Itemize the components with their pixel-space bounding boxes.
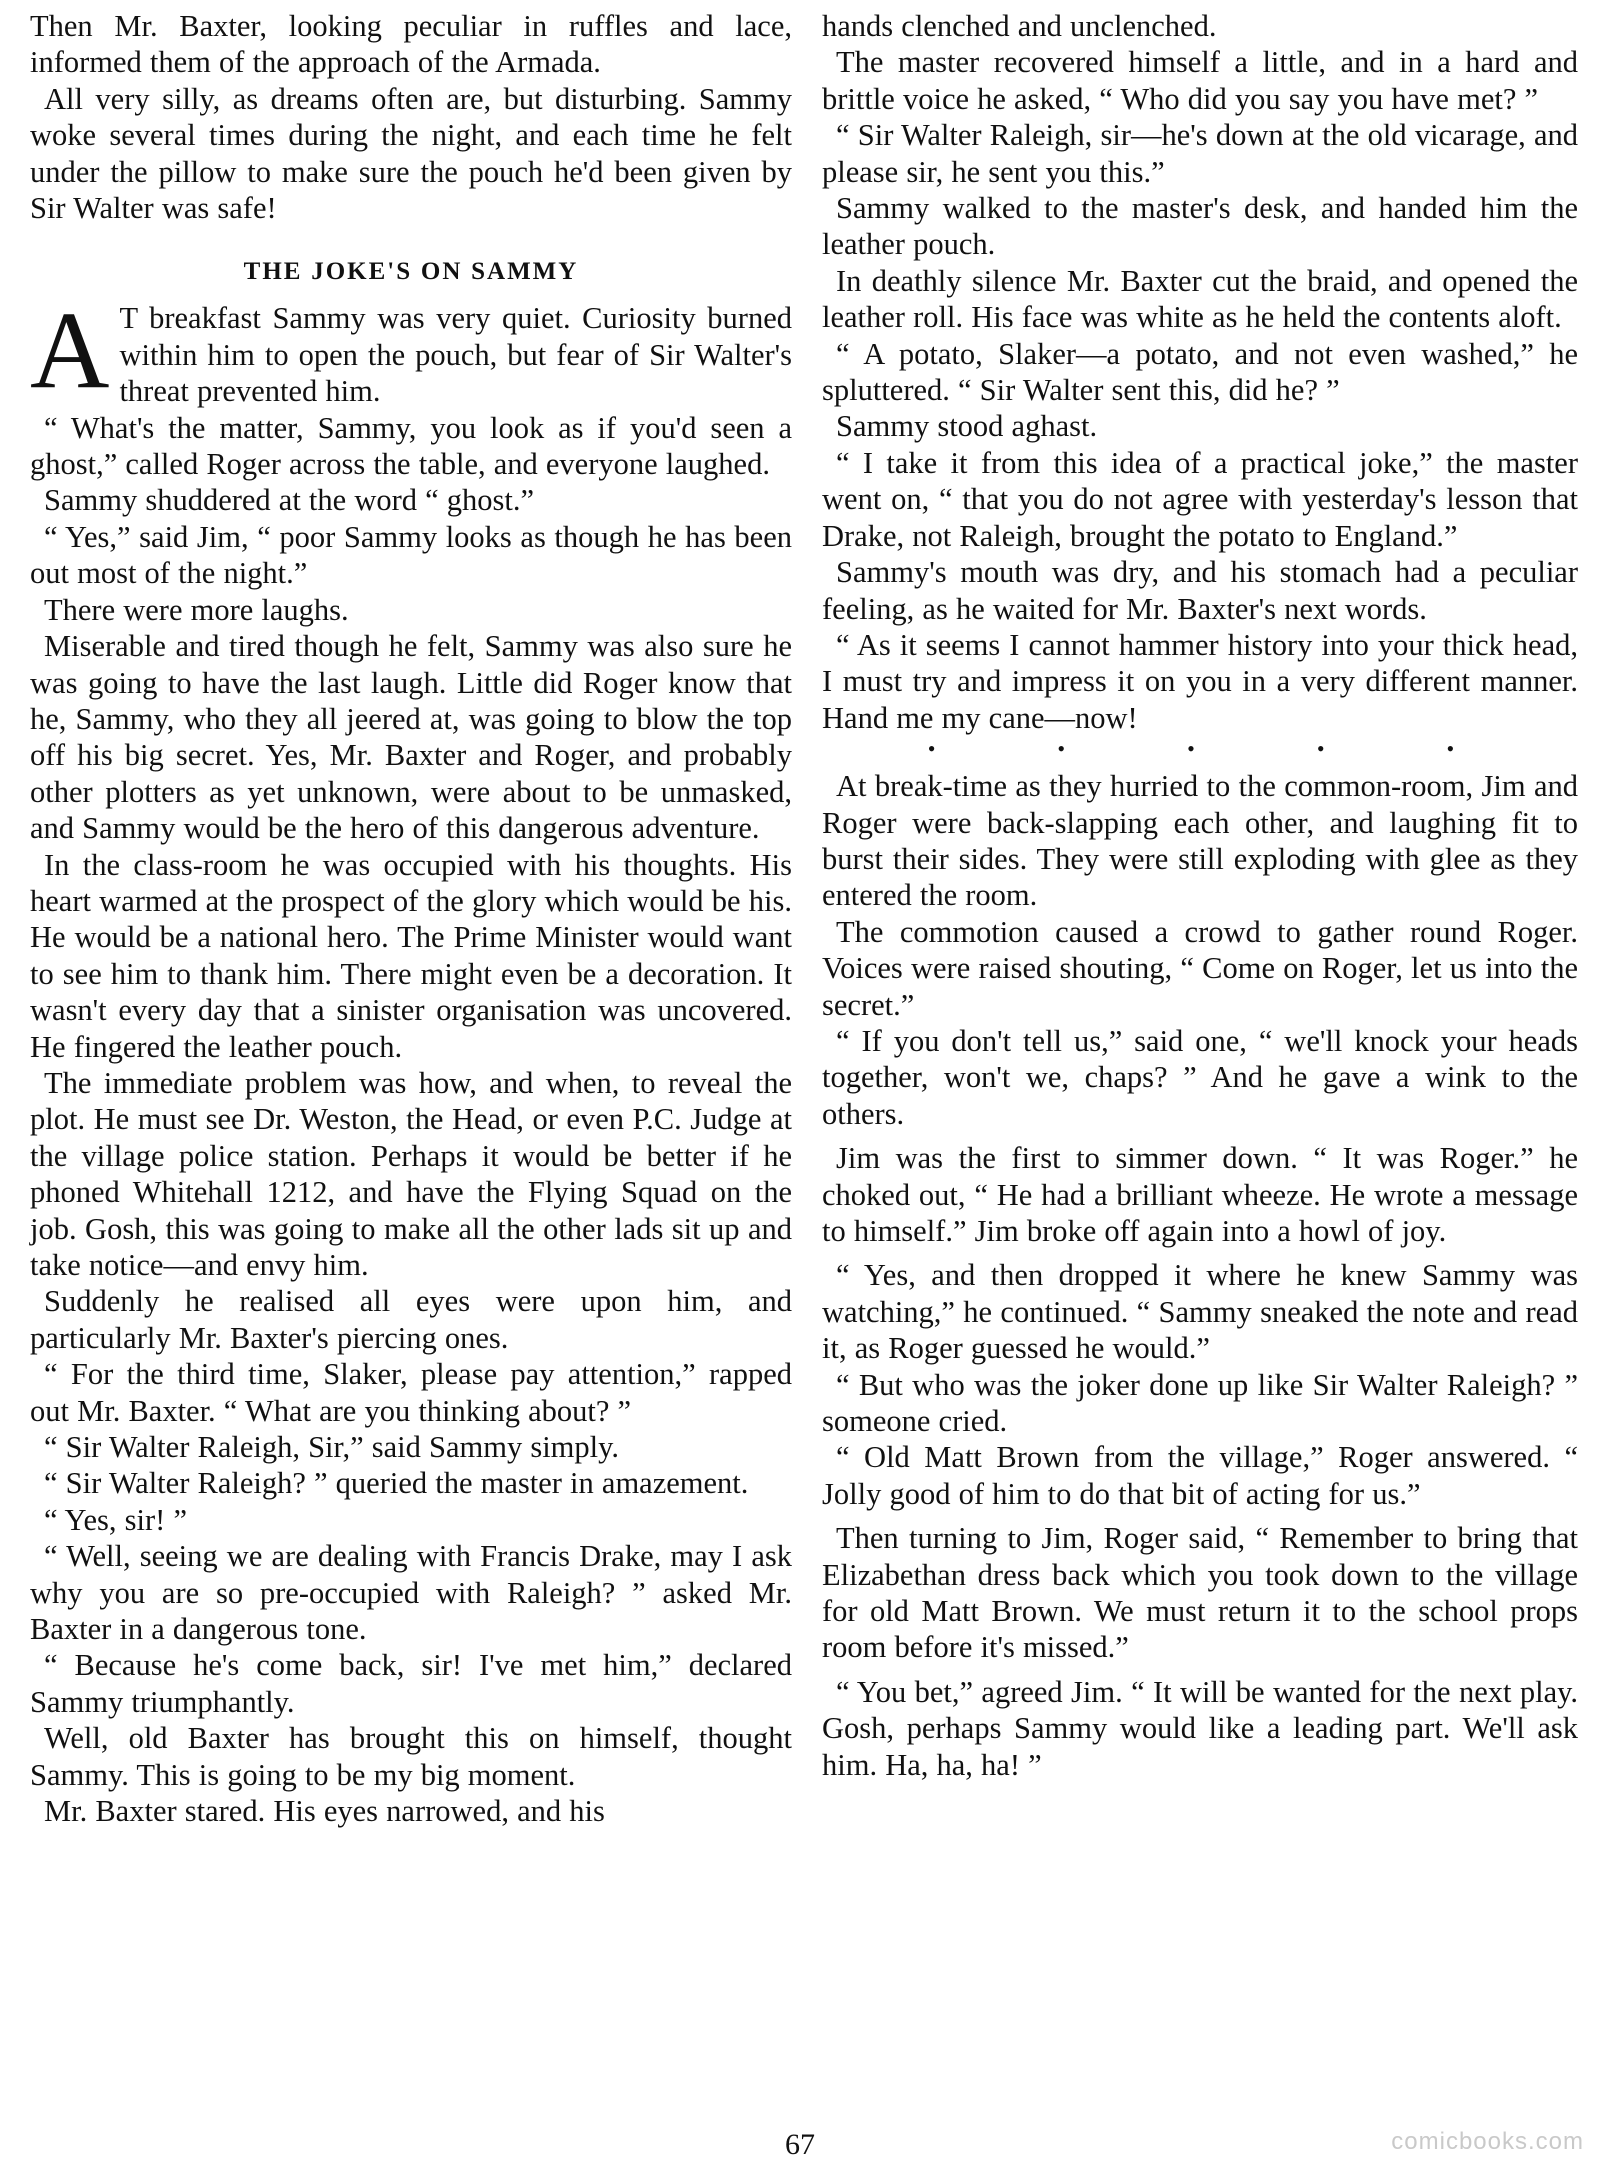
paragraph: In deathly silence Mr. Baxter cut the braid, and opened the leather roll. His face was white as he held the contents aloft. (822, 263, 1578, 335)
paragraph: All very silly, as dreams often are, but disturbing. Sammy woke several times during the night, and each time he felt under the pillow to make sure the pouch he'd been given by Sir Walter was safe! (30, 81, 792, 226)
paragraph: “ Yes, sir! ” (44, 1502, 187, 1537)
section-break-dots: • • • • • (927, 736, 1513, 762)
paragraph: Sammy's mouth was dry, and his stomach had a peculiar feeling, as he waited for Mr. Baxter's next words. (822, 555, 1578, 626)
paragraph: The immediate problem was how, and when, to reveal the plot. He must see Dr. Weston, the Head, or even P.C. Judge at the village police station. Perhaps it would be better if he phoned Whitehall 1212, and have the Flying Squad on the job. Gosh, this was going to make all the other lads sit up and take notice—and envy him. (30, 1065, 792, 1282)
paragraph: “ Sir Walter Raleigh, sir—he's down at the old vicarage, and please sir, he sent you this.” (822, 118, 1578, 189)
paragraph: Well, old Baxter has brought this on himself, thought Sammy. This is going to be my big moment. (30, 1721, 792, 1792)
watermark: comicbooks.com (1391, 2128, 1584, 2155)
paragraph-with-dropcap (30, 289, 792, 412)
paragraph: “ Sir Walter Raleigh, Sir,” said Sammy simply. (44, 1430, 620, 1465)
paragraph: Then turning to Jim, Roger said, “ Remember to bring that Elizabethan dress back which you took down to the village for old Matt Brown. We must return it to the school props room before it's missed.” (822, 1521, 1578, 1665)
paragraph: “ I take it from this idea of a practical joke,” the master went on, “ that you do not agree with yesterday's lesson that Drake, not Raleigh, brought the potato to England.” (822, 445, 1578, 553)
paragraph: “ As it seems I cannot hammer history into your thick head, I must try and impress it on you in a very different manner. Hand me my cane—now! (822, 627, 1578, 735)
paragraph: At break-time as they hurried to the common-room, Jim and Roger were back-slapping each other, and laughing fit to burst their sides. They were still exploding with glee as they entered the room. (822, 769, 1578, 913)
drop-cap: A (30, 289, 110, 412)
paragraph: “ What's the matter, Sammy, you look as if you'd seen a ghost,” called Roger across the table, and everyone laughed. (30, 410, 792, 482)
section-heading: THE JOKE'S ON SAMMY (243, 258, 579, 286)
paragraph: There were more laughs. (44, 592, 349, 627)
paragraph: “ Because he's come back, sir! I've met him,” declared Sammy triumphantly. (30, 1648, 792, 1719)
paragraph-text: T breakfast Sammy was very quiet. Curiosity burned within him to open the pouch, but fear of Sir Walter's threat prevented him. (119, 301, 792, 409)
paragraph: “ But who was the joker done up like Sir Walter Raleigh? ” someone cried. (822, 1367, 1578, 1439)
paragraph: Miserable and tired though he felt, Sammy was also sure he was going to have the last laugh. Little did Roger know that he, Sammy, who they all jeered at, was going to blow the top off his big secret. Yes, Mr. Baxter and Roger, and probably other plotters as yet unknown, were about to be unmasked, and Sammy would be the hero of this dangerous adventure. (30, 629, 792, 846)
paragraph: “ Sir Walter Raleigh? ” queried the master in amazement. (44, 1466, 749, 1501)
paragraph: Sammy walked to the master's desk, and handed him the leather pouch. (822, 191, 1578, 262)
paragraph: Mr. Baxter stared. His eyes narrowed, and his (44, 1794, 605, 1829)
paragraph: “ Well, seeing we are dealing with Francis Drake, may I ask why you are so pre-occupied with Raleigh? ” asked Mr. Baxter in a dangerous tone. (30, 1539, 792, 1647)
page-number: 67 (785, 2128, 815, 2161)
paragraph: “ If you don't tell us,” said one, “ we'll knock your heads together, won't we, chaps? ” And he gave a wink to the others. (822, 1023, 1578, 1131)
right-column (822, 8, 1578, 1783)
paragraph: “ For the third time, Slaker, please pay attention,” rapped out Mr. Baxter. “ What are you thinking about? ” (30, 1357, 792, 1428)
paragraph: Jim was the first to simmer down. “ It was Roger.” he choked out, “ He had a brilliant wheeze. He wrote a message to himself.” Jim broke off again into a howl of joy. (822, 1141, 1578, 1248)
paragraph: In the class-room he was occupied with his thoughts. His heart warmed at the prospect of the glory which would be his. He would be a national hero. The Prime Minister would want to see him to thank him. There might even be a decoration. It wasn't every day that a sinister organisation was uncovered. He fingered the leather pouch. (30, 847, 792, 1064)
paragraph: “ Yes, and then dropped it where he knew Sammy was watching,” he continued. “ Sammy sneaked the note and read it, as Roger guessed he would.” (822, 1258, 1578, 1366)
paragraph: Sammy shuddered at the word “ ghost.” (44, 483, 535, 518)
paragraph: Then Mr. Baxter, looking peculiar in ruffles and lace, informed them of the approach of the Armada. (30, 9, 792, 80)
paragraph: “ You bet,” agreed Jim. “ It will be wanted for the next play. Gosh, perhaps Sammy would like a leading part. We'll ask him. Ha, ha, ha! ” (822, 1674, 1578, 1782)
paragraph: Sammy stood aghast. (836, 409, 1098, 444)
paragraph: The commotion caused a crowd to gather round Roger. Voices were raised shouting, “ Come on Roger, let us into the secret.” (822, 914, 1578, 1022)
paragraph: hands clenched and unclenched. (822, 9, 1217, 43)
paragraph: The master recovered himself a little, and in a hard and brittle voice he asked, “ Who did you say you have met? ” (822, 45, 1578, 116)
paragraph: “ A potato, Slaker—a potato, and not even washed,” he spluttered. “ Sir Walter sent this, did he? ” (822, 336, 1578, 408)
paragraph: “ Old Matt Brown from the village,” Roger answered. “ Jolly good of him to do that bit of acting for us.” (822, 1440, 1578, 1511)
paragraph: Suddenly he realised all eyes were upon him, and particularly Mr. Baxter's piercing ones. (30, 1284, 792, 1355)
paragraph: “ Yes,” said Jim, “ poor Sammy looks as though he has been out most of the night.” (30, 519, 792, 591)
left-column (30, 8, 792, 1830)
